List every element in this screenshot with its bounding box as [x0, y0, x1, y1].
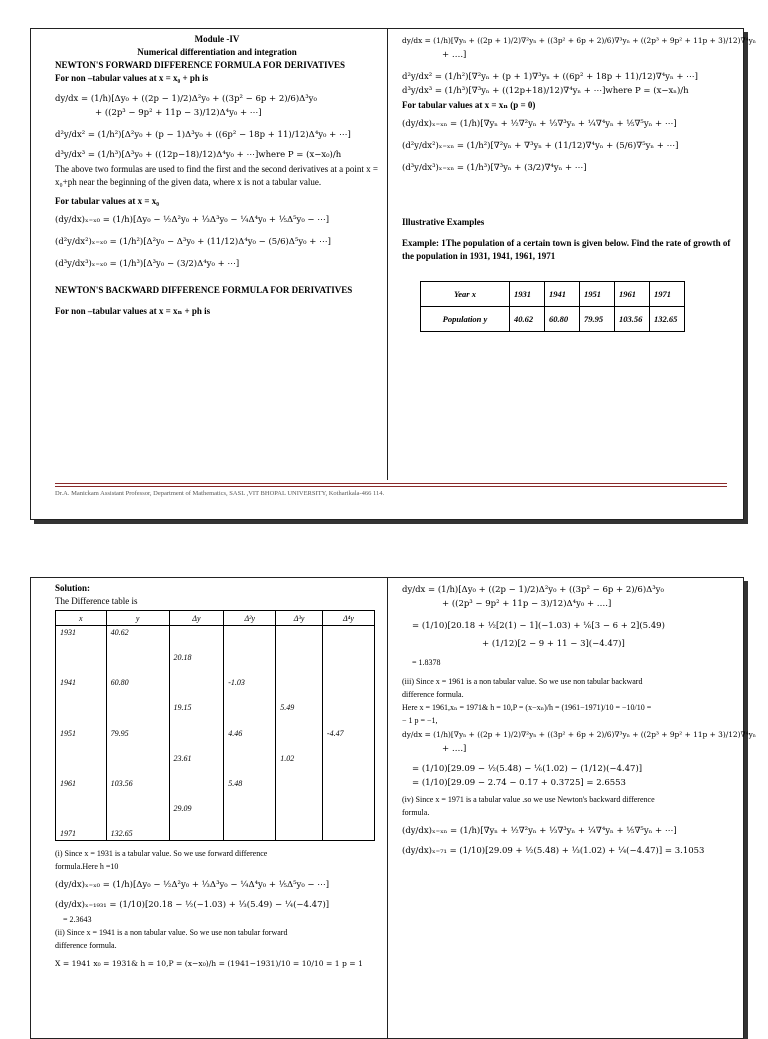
table-cell — [322, 739, 374, 752]
backward-eq5: (d²y/dx²)ₓ₌ₓₙ = (1/h²)[∇²yₙ + ∇³yₙ + (11/12)∇⁴yₙ + (5/6)∇⁵yₙ + ⋯] — [402, 141, 679, 151]
table-cell — [106, 689, 169, 702]
table-cell: 132.65 — [106, 828, 169, 841]
table-cell — [276, 676, 323, 689]
table-cell — [276, 777, 323, 790]
year-header: Year x — [421, 282, 510, 307]
table-cell: 79.95 — [106, 727, 169, 740]
table-cell — [276, 739, 323, 752]
table-cell: 4.46 — [224, 727, 276, 740]
case2-text-a: (ii) Since x = 1941 is a non tabular value. So we use non tabular forward — [55, 928, 288, 938]
table-cell: 5.49 — [276, 702, 323, 715]
population-cell: 40.62 — [510, 307, 545, 332]
table-row — [56, 689, 375, 702]
population-row — [421, 307, 685, 332]
table-row — [56, 828, 375, 841]
table-cell: 1971 — [56, 828, 107, 841]
population-cell: 60.80 — [545, 307, 580, 332]
table-cell — [276, 765, 323, 778]
module-title: Module -IV — [194, 34, 240, 44]
difference-table-header-cell: Δ²y — [224, 611, 276, 626]
table-cell — [276, 790, 323, 803]
forward-eq1b: + ((2p³ − 9p² + 11p − 3)/12)Δ⁴y₀ + ⋯] — [95, 108, 262, 118]
table-cell — [56, 639, 107, 652]
table-cell: 1961 — [56, 777, 107, 790]
table-cell — [224, 626, 276, 639]
case2-text-b: difference formula. — [55, 941, 117, 951]
case3-text-a: (iii) Since x = 1961 is a non tabular value. So we use non tabular backward — [402, 677, 643, 686]
forward-eq5: (d²y/dx²)ₓ₌ₓ₀ = (1/h²)[Δ²y₀ − Δ³y₀ + (11/12)Δ⁴y₀ − (5/6)Δ⁵y₀ + ⋯] — [55, 237, 331, 247]
table-cell — [106, 639, 169, 652]
table-cell — [169, 765, 224, 778]
case1-text-b: formula.Here h =10 — [55, 862, 119, 872]
table-cell — [169, 739, 224, 752]
population-cell: 132.65 — [650, 307, 685, 332]
table-cell — [322, 790, 374, 803]
difference-table — [55, 610, 375, 841]
backward-eq1a: dy/dx = (1/h)[∇yₙ + ((2p + 1)/2)∇²yₙ + ((3p² + 6p + 2)/6)∇³yₙ + ((2p³ + 9p² + 11p + 3)/12)∇⁴yₙ — [402, 36, 757, 45]
table-cell — [56, 702, 107, 715]
table-cell: 40.62 — [106, 626, 169, 639]
table-cell — [322, 626, 374, 639]
page-2 — [30, 577, 757, 1039]
table-cell — [56, 714, 107, 727]
population-cell: 103.56 — [615, 307, 650, 332]
backward-eq4: (dy/dx)ₓ₌ₓₙ = (1/h)[∇yₙ + ½∇²yₙ + ⅓∇³yₙ + ¼∇⁴yₙ + ⅕∇⁵yₙ + ⋯] — [402, 119, 677, 129]
table-row — [56, 752, 375, 765]
table-cell — [276, 651, 323, 664]
backward-eq3: d³y/dx³ = (1/h³)[∇³yₙ + ((12p+18)/12)∇⁴yₙ + ⋯]where P = (x−xₙ)/h — [402, 86, 689, 96]
population-cell: 79.95 — [580, 307, 615, 332]
backward-heading: NEWTON'S BACKWARD DIFFERENCE FORMULA FOR DERIVATIVES — [55, 285, 353, 295]
difference-table-header-cell: Δ⁴y — [322, 611, 374, 626]
table-cell — [169, 639, 224, 652]
year-cell: 1941 — [545, 282, 580, 307]
substitution-3: = (1/10)[29.09 − ½(5.48) − ⅙(1.02) − (1/12)(−4.47)] — [412, 764, 643, 774]
table-cell — [322, 702, 374, 715]
table-row — [56, 676, 375, 689]
table-cell — [224, 651, 276, 664]
table-cell — [322, 777, 374, 790]
table-cell — [322, 815, 374, 828]
difference-table-body — [56, 626, 375, 841]
case1-text-a: (i) Since x = 1931 is a tabular value. So we use forward difference — [55, 849, 268, 859]
table-row — [56, 802, 375, 815]
table-row — [56, 714, 375, 727]
table-row — [56, 815, 375, 828]
table-cell: 1941 — [56, 676, 107, 689]
example-text: Example: 1The population of a certain town is given below. Find the rate of growth of the population in 1931, 1941, 1961, 1971 — [402, 238, 731, 261]
table-cell — [169, 626, 224, 639]
table-cell — [224, 765, 276, 778]
year-cell: 1971 — [650, 282, 685, 307]
population-table — [420, 281, 685, 332]
table-cell — [169, 815, 224, 828]
table-cell — [224, 815, 276, 828]
substitution-4: = (1/10)[29.09 − 2.74 − 0.17 + 0.3725] = 2.6553 — [412, 778, 626, 788]
p2-backward-eq1a: dy/dx = (1/h)[∇yₙ + ((2p + 1)/2)∇²yₙ + ((3p² + 6p + 2)/6)∇³yₙ + ((2p³ + 9p² + 11p + 3)/12)∇⁴yₙ — [402, 730, 757, 739]
case4-eq2: (dy/dx)ₓ₌₇₁ = (1/10)[29.09 + ½(5.48) + ⅓(1.02) + ¼(−4.47)] = 3.1053 — [402, 846, 705, 856]
table-cell — [169, 689, 224, 702]
year-cell: 1931 — [510, 282, 545, 307]
table-cell — [56, 752, 107, 765]
table-row — [56, 639, 375, 652]
table-row — [56, 790, 375, 803]
page-1 — [30, 28, 757, 520]
table-cell — [276, 815, 323, 828]
year-row — [421, 282, 685, 307]
difference-table-header-cell: y — [106, 611, 169, 626]
backward-nontabular-label: For non –tabular values at x = xₙ + ph is — [55, 306, 211, 316]
table-row — [56, 777, 375, 790]
table-cell — [276, 639, 323, 652]
table-cell — [106, 651, 169, 664]
forward-heading: NEWTON'S FORWARD DIFFERENCE FORMULA FOR DERIVATIVES — [55, 60, 345, 70]
page1-right-column — [388, 29, 757, 332]
case1-eq1: (dy/dx)ₓ₌ₓ₀ = (1/h)[Δy₀ − ½Δ²y₀ + ⅓Δ³y₀ − ¼Δ⁴y₀ + ⅕Δ⁵y₀ − ⋯] — [55, 880, 330, 891]
table-cell — [276, 714, 323, 727]
table-cell — [56, 802, 107, 815]
table-cell — [56, 689, 107, 702]
table-cell: 29.09 — [169, 802, 224, 815]
population-header: Population y — [421, 307, 510, 332]
table-cell — [224, 828, 276, 841]
case3-text-b: difference formula. — [402, 690, 464, 699]
table-cell — [322, 664, 374, 677]
difference-table-header — [56, 611, 375, 626]
table-cell — [276, 626, 323, 639]
module-subtitle: Numerical differentiation and integration — [137, 47, 297, 57]
forward-eq4: (dy/dx)ₓ₌ₓ₀ = (1/h)[Δy₀ − ½Δ²y₀ + ⅓Δ³y₀ − ¼Δ⁴y₀ + ⅕Δ⁵y₀ − ⋯] — [55, 215, 330, 225]
table-row — [56, 739, 375, 752]
table-cell — [276, 802, 323, 815]
table-cell — [56, 815, 107, 828]
backward-eq6: (d³y/dx³)ₓ₌ₓₙ = (1/h³)[∇³yₙ + (3/2)∇⁴yₙ + ⋯] — [402, 163, 587, 173]
table-cell: 20.18 — [169, 651, 224, 664]
year-cell: 1951 — [580, 282, 615, 307]
table-cell — [224, 689, 276, 702]
table-cell — [224, 790, 276, 803]
table-cell: 103.56 — [106, 777, 169, 790]
table-cell — [224, 664, 276, 677]
year-cell: 1961 — [615, 282, 650, 307]
table-cell: -4.47 — [322, 727, 374, 740]
backward-eq1b: + ….] — [442, 50, 467, 60]
table-cell — [276, 828, 323, 841]
table-cell — [56, 790, 107, 803]
table-cell — [106, 664, 169, 677]
case3-text-d: − 1 p = −1, — [402, 716, 438, 725]
table-cell — [322, 639, 374, 652]
page2-left-column — [31, 578, 387, 972]
table-row — [56, 651, 375, 664]
table-cell: 1.02 — [276, 752, 323, 765]
table-cell — [106, 815, 169, 828]
table-cell — [56, 765, 107, 778]
backward-eq2: d²y/dx² = (1/h²)[∇²yₙ + (p + 1)∇³yₙ + ((6p² + 18p + 11)/12)∇⁴yₙ + ⋯] — [402, 72, 698, 82]
table-cell — [56, 664, 107, 677]
nontabular-label: For non –tabular values at x = x₀ + ph is — [55, 73, 209, 83]
table-cell — [224, 802, 276, 815]
table-row — [56, 626, 375, 639]
forward-eq3: d³y/dx³ = (1/h³)[Δ³y₀ + ((12p−18)/12)Δ⁴y₀ + ⋯]where P = (x−x₀)/h — [55, 150, 342, 160]
table-cell — [56, 651, 107, 664]
page-footer: Dr.A. Manickam Assistant Professor, Department of Mathematics, SASL ,VIT BHOPAL UNIVERSITY, Kotharikala-466 114. — [55, 483, 727, 497]
difference-table-header-cell: Δy — [169, 611, 224, 626]
page1-left-column — [31, 29, 387, 318]
backward-tabular-label: For tabular values at x = xₙ (p = 0) — [402, 100, 536, 110]
p2-forward-eq1a: dy/dx = (1/h)[Δy₀ + ((2p − 1)/2)Δ²y₀ + ((3p² − 6p + 2)/6)Δ³y₀ — [402, 585, 664, 595]
difference-table-title: The Difference table is — [55, 596, 138, 606]
table-cell: 19.15 — [169, 702, 224, 715]
page2-right-column — [388, 578, 757, 859]
table-cell — [322, 651, 374, 664]
p2-backward-eq1b: + ….] — [442, 744, 467, 754]
table-cell — [106, 752, 169, 765]
forward-explanation: The above two formulas are used to find the first and the second derivatives at a point x = x₀+ph near the beginning of the given data, where x is not a tabular value. — [55, 164, 378, 187]
table-cell: 60.80 — [106, 676, 169, 689]
table-cell: 5.48 — [224, 777, 276, 790]
substitution-1: = (1/10)[20.18 + ½[2(1) − 1](−1.03) + ⅙[3 − 6 + 2](5.49) — [412, 621, 665, 631]
table-cell — [169, 714, 224, 727]
table-cell — [322, 765, 374, 778]
table-cell — [224, 639, 276, 652]
table-cell — [169, 664, 224, 677]
table-cell — [106, 802, 169, 815]
table-row — [56, 664, 375, 677]
table-cell — [322, 676, 374, 689]
table-cell: 1931 — [56, 626, 107, 639]
table-cell — [276, 664, 323, 677]
table-cell — [322, 752, 374, 765]
case1-eq2: (dy/dx)ₓ₌₁₉₃₁ = (1/10)[20.18 − ½(−1.03) + ⅓(5.49) − ¼(−4.47)] — [55, 900, 330, 911]
table-cell — [106, 790, 169, 803]
table-cell — [106, 702, 169, 715]
case1-result: = 2.3643 — [63, 915, 92, 925]
difference-table-header-cell: x — [56, 611, 107, 626]
p2-forward-eq1b: + ((2p³ − 9p² + 11p − 3)/12)Δ⁴y₀ + ….] — [442, 599, 612, 609]
case4-text-a: (iv) Since x = 1971 is a tabular value .so we use Newton's backward difference — [402, 795, 655, 804]
table-cell — [169, 828, 224, 841]
forward-eq1a: dy/dx = (1/h)[Δy₀ + ((2p − 1)/2)Δ²y₀ + ((3p² − 6p + 2)/6)Δ³y₀ — [55, 94, 317, 104]
table-cell — [106, 714, 169, 727]
table-row — [56, 727, 375, 740]
case2-text-c: X = 1941 x₀ = 1931& h = 10,P = (x−x₀)/h = (1941−1931)/10 = 10/10 = 1 p = 1 — [55, 959, 363, 969]
table-cell — [322, 714, 374, 727]
table-cell: 23.61 — [169, 752, 224, 765]
table-cell: -1.03 — [224, 676, 276, 689]
case2-result: = 1.8378 — [412, 658, 441, 667]
tabular-label: For tabular values at x = x₀ — [55, 196, 159, 206]
table-cell — [276, 727, 323, 740]
forward-eq6: (d³y/dx³)ₓ₌ₓ₀ = (1/h³)[Δ³y₀ − (3/2)Δ⁴y₀ + ⋯] — [55, 259, 240, 269]
substitution-2: + (1/12)[2 − 9 + 11 − 3](−4.47)] — [482, 639, 625, 649]
table-cell — [322, 828, 374, 841]
table-cell — [224, 714, 276, 727]
case3-text-c: Here x = 1961,xₙ = 1971& h = 10,P = (x−xₙ)/h = (1961−1971)/10 = −10/10 = — [402, 703, 652, 712]
table-row — [56, 702, 375, 715]
table-cell — [224, 752, 276, 765]
table-cell — [276, 689, 323, 702]
table-cell — [224, 739, 276, 752]
solution-label: Solution: — [55, 583, 91, 593]
table-cell — [169, 777, 224, 790]
table-cell — [322, 689, 374, 702]
forward-eq2: d²y/dx² = (1/h²)[Δ²y₀ + (p − 1)Δ³y₀ + ((6p² − 18p + 11)/12)Δ⁴y₀ + ⋯] — [55, 130, 351, 140]
illustrative-heading: Illustrative Examples — [402, 217, 485, 227]
table-cell — [322, 802, 374, 815]
table-cell — [106, 739, 169, 752]
difference-table-header-cell: Δ³y — [276, 611, 323, 626]
table-cell: 1951 — [56, 727, 107, 740]
table-row — [56, 765, 375, 778]
table-cell — [169, 676, 224, 689]
table-cell — [106, 765, 169, 778]
table-cell — [224, 702, 276, 715]
table-cell — [56, 739, 107, 752]
table-cell — [169, 727, 224, 740]
table-cell — [169, 790, 224, 803]
case4-text-b: formula. — [402, 808, 430, 817]
case4-eq1: (dy/dx)ₓ₌ₓₙ = (1/h)[∇yₙ + ½∇²yₙ + ⅓∇³yₙ + ¼∇⁴yₙ + ⅕∇⁵yₙ + ⋯] — [402, 826, 677, 836]
